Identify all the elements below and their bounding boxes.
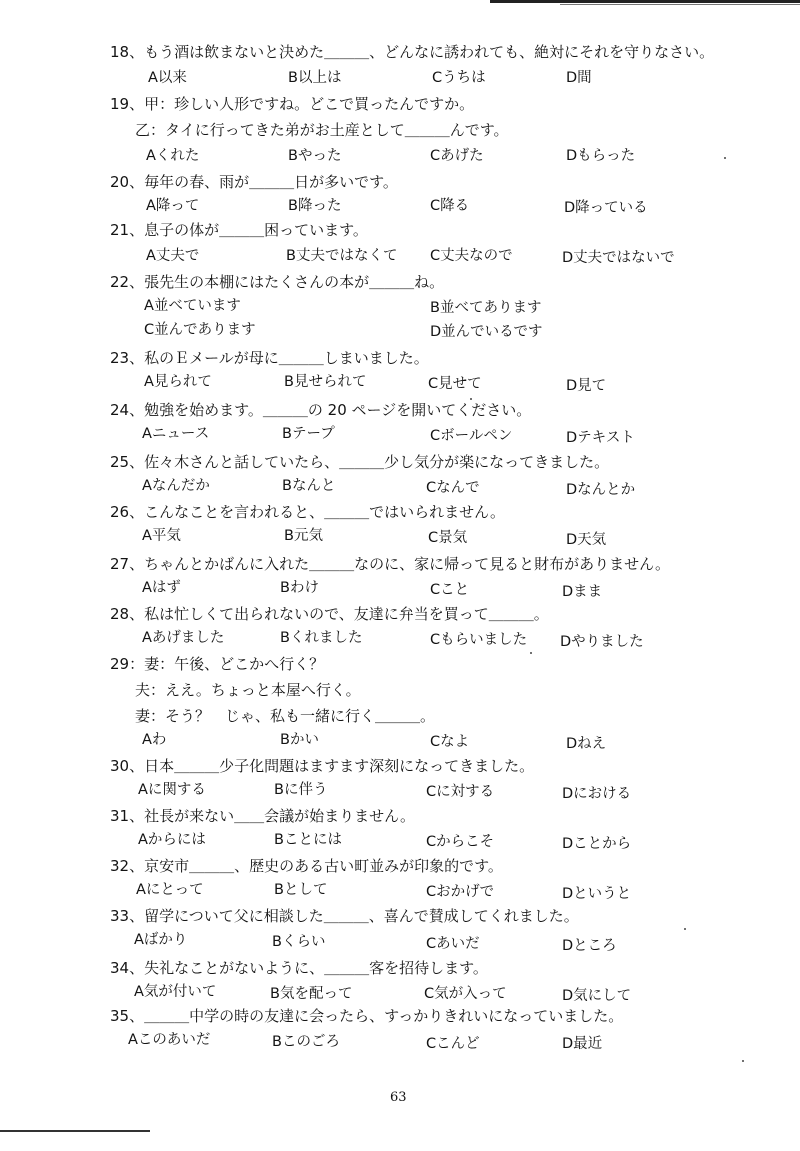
q34-option-d: D気にして — [562, 988, 632, 1004]
q31-stem: 31、社長が来ない＿＿会議が始まりません。 — [110, 807, 415, 825]
q26-option-b: B元気 — [284, 528, 323, 544]
q25-stem: 25、佐々木さんと話していたら、＿＿＿少し気分が楽になってきました。 — [110, 453, 610, 471]
q30-stem: 30、日本＿＿＿少子化問題はますます深刻になってきました。 — [110, 757, 535, 775]
q34-option-b: B気を配って — [270, 986, 353, 1002]
q29-stem-line3: 妻：そう？ じゃ、私も一緒に行く＿＿＿。 — [135, 707, 436, 725]
q20-option-a: A降って — [146, 198, 200, 214]
q24-option-c: Cボールペン — [430, 428, 513, 444]
q28-option-b: Bくれました — [280, 630, 363, 646]
q19-stem: 19、甲：珍しい人形ですね。どこで買ったんですか。 — [110, 95, 475, 113]
q24-option-d: Dテキスト — [566, 430, 635, 446]
q25-option-d: Dなんとか — [566, 482, 636, 498]
q23-option-c: C見せて — [428, 376, 482, 392]
q20-stem: 20、毎年の春、雨が＿＿＿日が多いです。 — [110, 173, 398, 191]
q21-option-a: A丈夫で — [146, 248, 200, 264]
q33-option-b: Bくらい — [272, 934, 326, 950]
q22-option-b: B並べてあります — [430, 300, 542, 316]
q26-option-c: C景気 — [428, 530, 468, 546]
q26-stem: 26、こんなことを言われると、＿＿＿ではいられません。 — [110, 503, 505, 521]
q25-option-c: Cなんで — [426, 480, 480, 496]
top-rule — [490, 0, 800, 3]
q32-option-a: Aにとって — [136, 882, 204, 898]
q34-stem: 34、失礼なことがないように、＿＿＿客を招待します。 — [110, 959, 488, 977]
q32-option-c: Cおかげで — [426, 884, 495, 900]
q29-option-a: Aわ — [142, 732, 167, 748]
q35-option-c: Cこんど — [426, 1036, 480, 1052]
q26-option-d: D天気 — [566, 532, 607, 548]
q18-stem: 18、もう酒は飲まないと決めた＿＿＿、どんなに誘われても、絶対にそれを守りなさい。 — [110, 43, 715, 61]
q20-option-d: D降っている — [564, 200, 648, 216]
q27-option-a: Aはず — [142, 580, 181, 596]
q23-stem: 23、私のＥメールが母に＿＿＿しまいました。 — [110, 349, 429, 367]
q30-option-b: Bに伴う — [274, 782, 328, 798]
q19-option-a: Aくれた — [146, 148, 200, 164]
q22-option-d: D並んでいるです — [430, 324, 543, 340]
q21-stem: 21、息子の体が＿＿＿困っています。 — [110, 221, 368, 239]
scan-speck — [684, 928, 686, 930]
q33-option-a: Aばかり — [134, 932, 188, 948]
q34-option-c: C気が入って — [424, 986, 507, 1002]
q28-stem: 28、私は忙しくて出られないので、友達に弁当を買って＿＿＿。 — [110, 605, 549, 623]
page-number: 63 — [390, 1090, 407, 1105]
q21-option-d: D丈夫ではないで — [562, 250, 675, 266]
q18-option-a: A以来 — [148, 70, 187, 86]
q23-option-b: B見せられて — [284, 374, 367, 390]
q22-option-c: C並んであります — [144, 322, 256, 338]
q29-stem: 29：妻：午後、どこかへ行く？ — [110, 655, 325, 673]
q29-option-c: Cなよ — [430, 734, 470, 750]
q22-stem: 22、張先生の本棚にはたくさんの本が＿＿＿ね。 — [110, 273, 445, 291]
q28-option-a: Aあげました — [142, 630, 225, 646]
q27-option-d: Dまま — [562, 584, 603, 600]
q19-option-b: Bやった — [288, 148, 342, 164]
scan-speck — [530, 652, 532, 654]
q31-option-c: Cからこそ — [426, 834, 495, 850]
scan-speck — [742, 1060, 744, 1062]
top-rule-thin — [560, 4, 800, 5]
q31-option-b: Bことには — [274, 832, 342, 848]
q22-option-a: A並べています — [144, 298, 241, 314]
q31-option-a: Aからには — [138, 832, 206, 848]
q30-option-c: Cに対する — [426, 784, 495, 800]
q31-option-d: Dことから — [562, 836, 632, 852]
q23-option-d: D見て — [566, 378, 607, 394]
scan-speck — [470, 398, 472, 400]
q18-option-c: Cうちは — [432, 70, 486, 86]
q32-stem: 32、京安市＿＿＿、歴史のある古い町並みが印象的です。 — [110, 857, 503, 875]
q32-option-b: Bとして — [274, 882, 328, 898]
q33-option-c: Cあいだ — [426, 936, 480, 952]
q20-option-c: C降る — [430, 198, 470, 214]
q24-stem: 24、勉強を始めます。＿＿＿の 20 ページを開いてください。 — [110, 401, 532, 419]
q20-option-b: B降った — [288, 198, 342, 214]
q29-option-d: Dねえ — [566, 736, 607, 752]
q26-option-a: A平気 — [142, 528, 181, 544]
q29-option-b: Bかい — [280, 732, 319, 748]
q27-stem: 27、ちゃんとかばんに入れた＿＿＿なのに、家に帰って見ると財布がありません。 — [110, 555, 670, 573]
q25-option-a: Aなんだか — [142, 478, 210, 494]
q27-option-b: Bわけ — [280, 580, 319, 596]
q35-stem: 35、＿＿＿中学の時の友達に会ったら、すっかりきれいになっていました。 — [110, 1007, 624, 1025]
q34-option-a: A気が付いて — [134, 984, 217, 1000]
q35-option-b: Bこのごろ — [272, 1034, 340, 1050]
q21-option-b: B丈夫ではなくて — [286, 248, 398, 264]
q33-option-d: Dところ — [562, 938, 617, 954]
q35-option-a: Aこのあいだ — [128, 1032, 211, 1048]
q28-option-c: Cもらいました — [430, 632, 528, 648]
q25-option-b: Bなんと — [282, 478, 336, 494]
q28-option-d: Dやりました — [560, 634, 644, 650]
q19-option-c: Cあげた — [430, 148, 484, 164]
scan-speck — [724, 157, 726, 159]
q21-option-c: C丈夫なので — [430, 248, 513, 264]
q23-option-a: A見られて — [144, 374, 212, 390]
q30-option-d: Dにおける — [562, 786, 632, 802]
bottom-rule — [0, 1130, 150, 1132]
q19-option-d: Dもらった — [566, 148, 636, 164]
q35-option-d: D最近 — [562, 1036, 603, 1052]
q24-option-b: Bテープ — [282, 426, 335, 442]
q27-option-c: Cこと — [430, 582, 470, 598]
q19-stem-line2: 乙：タイに行ってきた弟がお土産として＿＿＿んです。 — [135, 121, 509, 139]
q18-option-d: D間 — [566, 70, 592, 86]
q33-stem: 33、留学について父に相談した＿＿＿、喜んで賛成してくれました。 — [110, 907, 579, 925]
q30-option-a: Aに関する — [138, 782, 206, 798]
q32-option-d: Dというと — [562, 886, 632, 902]
q29-stem-line2: 夫：ええ。ちょっと本屋へ行く。 — [135, 681, 361, 699]
q24-option-a: Aニュース — [142, 426, 210, 442]
q18-option-b: B以上は — [288, 70, 342, 86]
